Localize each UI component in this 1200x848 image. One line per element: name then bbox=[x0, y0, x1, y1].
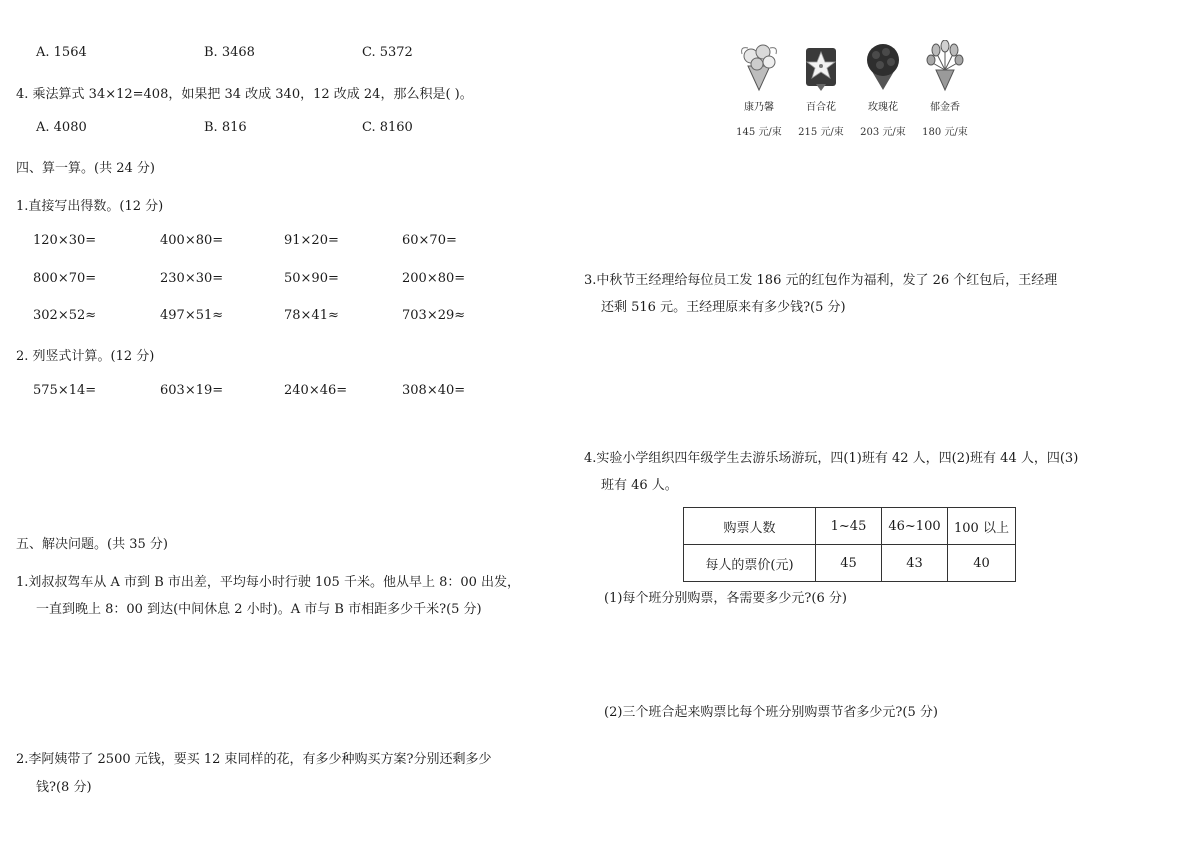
flower-name: 郁金香 bbox=[930, 102, 960, 113]
flower-tulip bbox=[914, 40, 976, 138]
section5-title: 五、解决问题。(共 35 分) bbox=[16, 537, 168, 552]
part1-title: 1.直接写出得数。(12 分) bbox=[16, 199, 164, 214]
problem2-line1: 2.李阿姨带了 2500 元钱，要买 12 束同样的花，有多少种购买方案?分别还剩多少 bbox=[16, 752, 492, 767]
vertical-calc-item: 575×14= bbox=[33, 383, 97, 398]
table-header-cell: 购票人数 bbox=[684, 508, 816, 545]
flower-rose bbox=[852, 40, 914, 138]
problem3-line1: 3.中秋节王经理给每位员工发 186 元的红包作为福利，发了 26 个红包后，王经理 bbox=[584, 273, 1058, 288]
problem4-line2: 班有 46 人。 bbox=[601, 478, 678, 493]
estimate-item: 497×51≈ bbox=[160, 308, 224, 323]
flower-name: 康乃馨 bbox=[744, 102, 774, 113]
flower-name: 玫瑰花 bbox=[868, 102, 898, 113]
estimate-item: 302×52≈ bbox=[33, 308, 97, 323]
rose-bouquet-icon bbox=[860, 40, 906, 92]
oral-item: 120×30= bbox=[33, 233, 97, 248]
section4-title: 四、算一算。(共 24 分) bbox=[16, 161, 155, 176]
table-header-cell: 100 以上 bbox=[948, 508, 1016, 545]
table-cell: 每人的票价(元) bbox=[684, 545, 816, 582]
oral-item: 50×90= bbox=[284, 271, 339, 286]
vertical-calc-item: 603×19= bbox=[160, 383, 224, 398]
tulip-bouquet-icon bbox=[922, 40, 968, 92]
flower-carnation bbox=[728, 40, 790, 138]
q4-question: 4. 乘法算式 34×12=408，如果把 34 改成 340，12 改成 24，那么积是( )。 bbox=[16, 87, 473, 102]
flower-price: 215 元/束 bbox=[798, 127, 844, 138]
oral-item: 60×70= bbox=[402, 233, 457, 248]
problem3-line2: 还剩 516 元。王经理原来有多少钱?(5 分) bbox=[601, 300, 846, 315]
oral-item: 230×30= bbox=[160, 271, 224, 286]
problem1-line1: 1.刘叔叔驾车从 A 市到 B 市出差，平均每小时行驶 105 千米。他从早上 8：00 出发， bbox=[16, 575, 521, 590]
lily-bouquet-icon bbox=[798, 40, 844, 92]
table-header-cell: 46~100 bbox=[882, 508, 948, 545]
table-row bbox=[684, 508, 1016, 545]
oral-item: 400×80= bbox=[160, 233, 224, 248]
problem4-line1: 4.实验小学组织四年级学生去游乐场游玩，四(1)班有 42 人，四(2)班有 44 人，四(3) bbox=[584, 451, 1079, 466]
problem2-line2: 钱?(8 分) bbox=[36, 780, 92, 795]
q4-option-c: C. 8160 bbox=[362, 120, 413, 135]
problem1-line2: 一直到晚上 8：00 到达(中间休息 2 小时)。A 市与 B 市相距多少千米?(5 分) bbox=[36, 602, 482, 617]
table-cell: 43 bbox=[882, 545, 948, 582]
flower-name: 百合花 bbox=[806, 102, 836, 113]
flower-price: 203 元/束 bbox=[860, 127, 906, 138]
problem4-sub2: (2)三个班合起来购票比每个班分别购票节省多少元?(5 分) bbox=[604, 705, 938, 720]
table-row bbox=[684, 545, 1016, 582]
q3-option-a: A. 1564 bbox=[36, 45, 87, 60]
flower-price: 180 元/束 bbox=[922, 127, 968, 138]
oral-item: 200×80= bbox=[402, 271, 466, 286]
flower-price: 145 元/束 bbox=[736, 127, 782, 138]
estimate-item: 703×29≈ bbox=[402, 308, 466, 323]
table-cell: 40 bbox=[948, 545, 1016, 582]
part2-title: 2. 列竖式计算。(12 分) bbox=[16, 349, 155, 364]
problem4-sub1: (1)每个班分别购票，各需要多少元?(6 分) bbox=[604, 591, 847, 606]
table-cell: 45 bbox=[816, 545, 882, 582]
q3-option-c: C. 5372 bbox=[362, 45, 413, 60]
estimate-item: 78×41≈ bbox=[284, 308, 339, 323]
carnation-bouquet-icon bbox=[736, 40, 782, 92]
vertical-calc-item: 308×40= bbox=[402, 383, 466, 398]
vertical-calc-item: 240×46= bbox=[284, 383, 348, 398]
ticket-price-table bbox=[683, 507, 1016, 582]
q4-option-a: A. 4080 bbox=[36, 120, 87, 135]
q3-option-b: B. 3468 bbox=[204, 45, 255, 60]
q4-option-b: B. 816 bbox=[204, 120, 247, 135]
oral-item: 800×70= bbox=[33, 271, 97, 286]
flower-lily bbox=[790, 40, 852, 138]
oral-item: 91×20= bbox=[284, 233, 339, 248]
table-header-cell: 1~45 bbox=[816, 508, 882, 545]
